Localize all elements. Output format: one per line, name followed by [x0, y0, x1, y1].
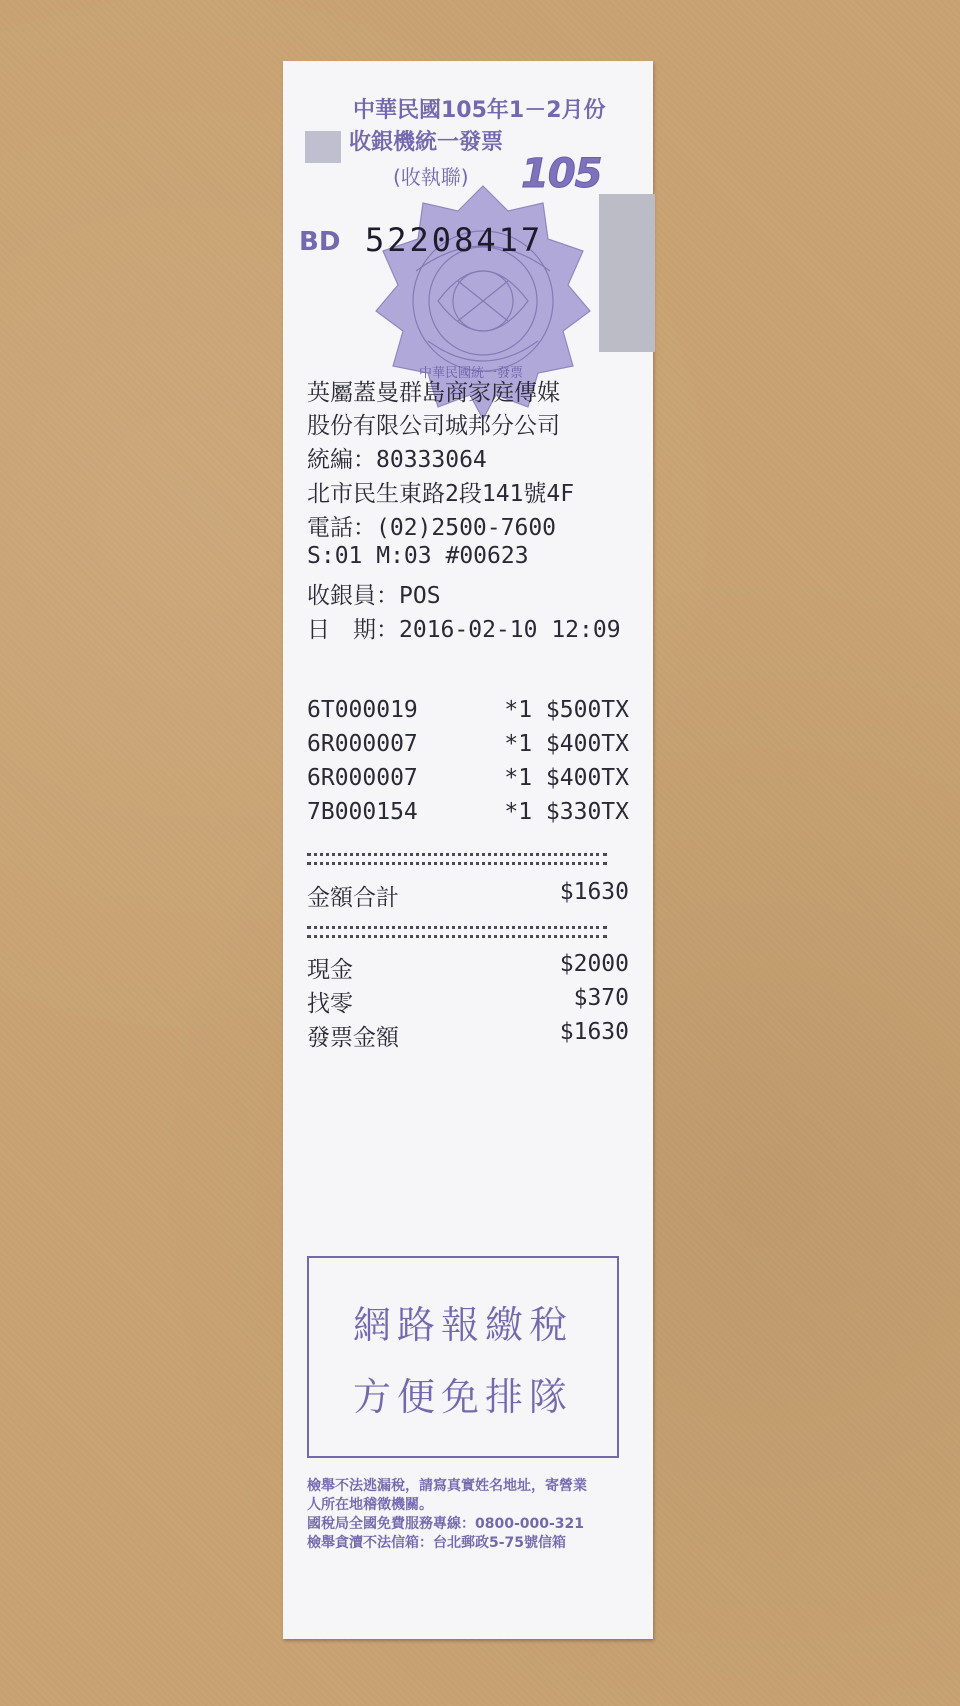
promo-line1: 網路報繳稅	[352, 1303, 573, 1347]
copy-label: (收執聯)	[393, 165, 469, 189]
seller-tax-id: 統編：80333064	[307, 447, 487, 473]
change-label: 找零	[307, 991, 353, 1017]
cashier: 收銀員：POS	[307, 583, 441, 609]
invoice-period: 中華民國105年1－2月份	[353, 98, 606, 123]
item-row	[307, 799, 637, 829]
item-price: *1 $330TX	[504, 799, 629, 825]
receipt	[283, 61, 653, 1639]
invoice-number: 52208417	[365, 221, 544, 259]
item-code: 7B000154	[307, 799, 418, 825]
item-price: *1 $400TX	[504, 765, 629, 791]
separator	[307, 853, 607, 865]
invoice-title: 收銀機統一發票	[349, 130, 504, 155]
change-value: $370	[573, 985, 629, 1011]
item-code: 6R000007	[307, 765, 418, 791]
item-row	[307, 765, 637, 795]
seller-name-line2: 股份有限公司城邦分公司	[307, 413, 560, 439]
cash-label: 現金	[307, 957, 353, 983]
promo-box	[307, 1256, 619, 1458]
change-row	[307, 985, 637, 1015]
footer-line2: 人所在地稽徵機關。	[307, 1497, 433, 1513]
item-row	[307, 697, 637, 727]
seal-text: 中華民國統一發票	[418, 366, 523, 381]
seller-address: 北市民生東路2段141號4F	[307, 481, 575, 507]
seller-name-line1: 英屬蓋曼群島商家庭傳媒	[307, 380, 560, 406]
tracking-mark	[305, 131, 341, 163]
item-price: *1 $400TX	[504, 731, 629, 757]
total-value: $1630	[559, 879, 629, 905]
item-price: *1 $500TX	[504, 697, 629, 723]
item-row	[307, 731, 637, 761]
seller-phone: 電話：(02)2500-7600	[307, 515, 557, 541]
invoice-prefix: BD	[299, 227, 341, 257]
footer-line3: 國稅局全國免費服務專線：0800-000-321	[307, 1516, 585, 1532]
invoice-amount-row	[307, 1019, 637, 1049]
promo-line2: 方便免排隊	[352, 1375, 573, 1419]
register-info: S:01 M:03 #00623	[307, 543, 529, 569]
item-code: 6R000007	[307, 731, 418, 757]
item-code: 6T000019	[307, 697, 418, 723]
footer-line4: 檢舉貪瀆不法信箱：台北郵政5-75號信箱	[307, 1535, 567, 1551]
year-mark: 105	[521, 151, 602, 197]
footer-line1: 檢舉不法逃漏稅，請寫真實姓名地址，寄營業	[307, 1478, 587, 1494]
total-label: 金額合計	[307, 885, 399, 911]
cash-value: $2000	[559, 951, 629, 977]
footer-notice	[307, 1477, 637, 1553]
separator	[307, 926, 607, 938]
invoice-amount-label: 發票金額	[307, 1025, 399, 1051]
total-row	[307, 879, 637, 909]
side-band-mark	[599, 194, 655, 352]
invoice-amount-value: $1630	[559, 1019, 629, 1045]
cash-row	[307, 951, 637, 981]
transaction-datetime: 日 期：2016-02-10 12:09	[307, 617, 621, 643]
